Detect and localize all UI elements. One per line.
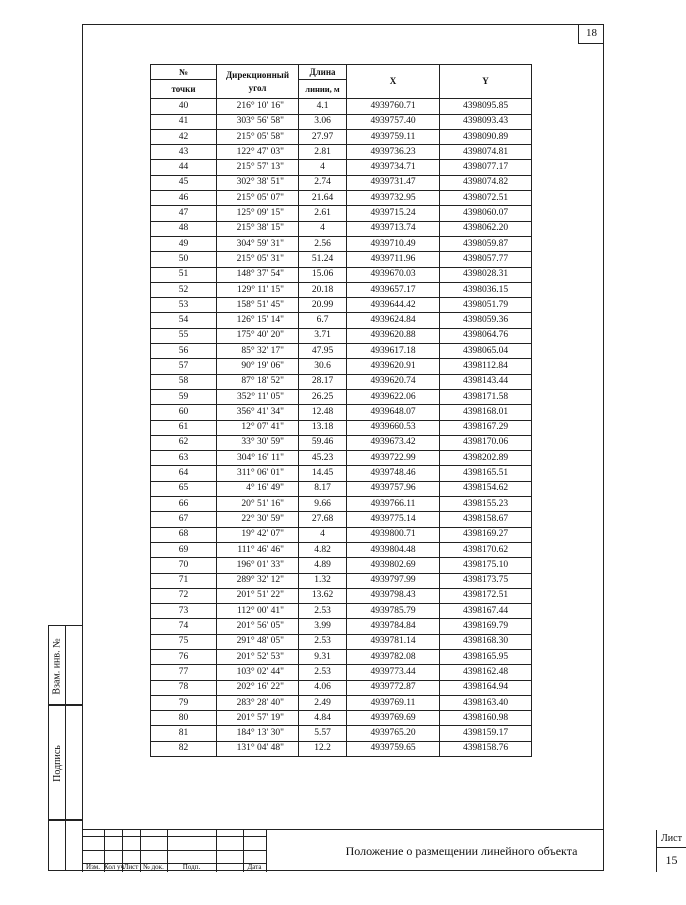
point-no: 71 (151, 573, 217, 588)
header-x: X (347, 65, 440, 99)
page-number: 18 (578, 24, 604, 44)
table-row (151, 497, 532, 512)
table-row (151, 695, 532, 710)
direction-angle: 215° 05' 07" (217, 191, 299, 206)
line-length: 28.17 (299, 374, 347, 389)
coord-y: 4398158.67 (440, 512, 532, 527)
table-row (151, 175, 532, 190)
coord-x: 4939734.71 (347, 160, 440, 175)
coord-x: 4939644.42 (347, 298, 440, 313)
coord-y: 4398165.51 (440, 466, 532, 481)
point-no: 60 (151, 405, 217, 420)
label-podp: Подп. (182, 863, 201, 871)
coord-y: 4398163.40 (440, 695, 532, 710)
point-no: 41 (151, 114, 217, 129)
line-length: 4.1 (299, 99, 347, 114)
coord-x: 4939660.53 (347, 420, 440, 435)
header-no: № (151, 65, 217, 80)
direction-angle: 201° 57' 19" (217, 711, 299, 726)
coord-x: 4939757.96 (347, 481, 440, 496)
table-row (151, 466, 532, 481)
coord-y: 4398172.51 (440, 588, 532, 603)
point-no: 59 (151, 389, 217, 404)
point-no: 80 (151, 711, 217, 726)
table-row (151, 359, 532, 374)
table-row (151, 114, 532, 129)
point-no: 53 (151, 298, 217, 313)
coord-y: 4398059.36 (440, 313, 532, 328)
direction-angle: 201° 51' 22" (217, 588, 299, 603)
line-length: 9.66 (299, 497, 347, 512)
line-length: 30.6 (299, 359, 347, 374)
sheet-label: Лист (657, 830, 686, 848)
line-length: 47.95 (299, 344, 347, 359)
label-list: Лист (123, 863, 139, 871)
point-no: 62 (151, 435, 217, 450)
direction-angle: 303° 56' 58" (217, 114, 299, 129)
coordinates-table (150, 64, 532, 757)
line-length: 51.24 (299, 252, 347, 267)
line-length: 1.32 (299, 573, 347, 588)
line-length: 2.49 (299, 695, 347, 710)
point-no: 45 (151, 175, 217, 190)
point-no: 82 (151, 741, 217, 756)
table-row (151, 191, 532, 206)
point-no: 40 (151, 99, 217, 114)
document-title: Положение о размещении линейного объекта (266, 830, 656, 872)
coord-y: 4398160.98 (440, 711, 532, 726)
table-row (151, 298, 532, 313)
direction-angle: 215° 05' 31" (217, 252, 299, 267)
point-no: 73 (151, 604, 217, 619)
direction-angle: 202° 16' 22" (217, 680, 299, 695)
line-length: 4.89 (299, 558, 347, 573)
table-row (151, 649, 532, 664)
direction-angle: 85° 32' 17" (217, 344, 299, 359)
table-row (151, 741, 532, 756)
coord-y: 4398167.44 (440, 604, 532, 619)
label-data: Дата (247, 863, 262, 871)
direction-angle: 131° 04' 48" (217, 741, 299, 756)
table-row (151, 665, 532, 680)
coord-x: 4939775.14 (347, 512, 440, 527)
line-length: 2.56 (299, 236, 347, 251)
coord-x: 4939804.48 (347, 542, 440, 557)
direction-angle: 33° 30' 59" (217, 435, 299, 450)
point-no: 66 (151, 497, 217, 512)
title-block (82, 829, 682, 871)
coord-y: 4398036.15 (440, 282, 532, 297)
table-row (151, 481, 532, 496)
table-row (151, 145, 532, 160)
header-length-sub: линии, м (299, 80, 347, 99)
coord-x: 4939657.17 (347, 282, 440, 297)
coord-y: 4398028.31 (440, 267, 532, 282)
coord-y: 4398060.07 (440, 206, 532, 221)
direction-angle: 216° 10' 16" (217, 99, 299, 114)
point-no: 47 (151, 206, 217, 221)
coord-x: 4939769.11 (347, 695, 440, 710)
margin-strip-podpis (48, 705, 82, 820)
coord-x: 4939731.47 (347, 175, 440, 190)
coord-x: 4939785.79 (347, 604, 440, 619)
line-length: 21.64 (299, 191, 347, 206)
direction-angle: 201° 56' 05" (217, 619, 299, 634)
direction-angle: 158° 51' 45" (217, 298, 299, 313)
direction-angle: 215° 05' 58" (217, 129, 299, 144)
line-length: 3.06 (299, 114, 347, 129)
coord-x: 4939722.99 (347, 451, 440, 466)
table-row (151, 282, 532, 297)
point-no: 42 (151, 129, 217, 144)
coord-y: 4398155.23 (440, 497, 532, 512)
coord-x: 4939648.07 (347, 405, 440, 420)
line-length: 27.68 (299, 512, 347, 527)
point-no: 81 (151, 726, 217, 741)
direction-angle: 304° 16' 11" (217, 451, 299, 466)
coord-x: 4939800.71 (347, 527, 440, 542)
coord-x: 4939622.06 (347, 389, 440, 404)
line-length: 2.53 (299, 604, 347, 619)
point-no: 44 (151, 160, 217, 175)
coord-x: 4939620.88 (347, 328, 440, 343)
direction-angle: 90° 19' 06" (217, 359, 299, 374)
table-row (151, 726, 532, 741)
line-length: 2.61 (299, 206, 347, 221)
line-length: 45.23 (299, 451, 347, 466)
direction-angle: 352° 11' 05" (217, 389, 299, 404)
margin-strip-inv (48, 820, 82, 871)
coord-y: 4398164.94 (440, 680, 532, 695)
line-length: 3.99 (299, 619, 347, 634)
coord-y: 4398064.76 (440, 328, 532, 343)
line-length: 6.7 (299, 313, 347, 328)
point-no: 58 (151, 374, 217, 389)
coord-y: 4398173.75 (440, 573, 532, 588)
table-row (151, 558, 532, 573)
point-no: 64 (151, 466, 217, 481)
direction-angle: 196° 01' 33" (217, 558, 299, 573)
table-row (151, 99, 532, 114)
coord-x: 4939759.11 (347, 129, 440, 144)
table-row (151, 252, 532, 267)
point-no: 50 (151, 252, 217, 267)
line-length: 4.06 (299, 680, 347, 695)
coord-x: 4939766.11 (347, 497, 440, 512)
direction-angle: 87° 18' 52" (217, 374, 299, 389)
point-no: 55 (151, 328, 217, 343)
coord-y: 4398169.27 (440, 527, 532, 542)
direction-angle: 126° 15' 14" (217, 313, 299, 328)
coord-y: 4398093.43 (440, 114, 532, 129)
line-length: 26.25 (299, 389, 347, 404)
coord-x: 4939670.03 (347, 267, 440, 282)
line-length: 3.71 (299, 328, 347, 343)
line-length: 13.18 (299, 420, 347, 435)
coord-y: 4398112.84 (440, 359, 532, 374)
coord-x: 4939798.43 (347, 588, 440, 603)
direction-angle: 103° 02' 44" (217, 665, 299, 680)
direction-angle: 289° 32' 12" (217, 573, 299, 588)
coord-y: 4398065.04 (440, 344, 532, 359)
line-length: 14.45 (299, 466, 347, 481)
podpis-label: Подпись (51, 745, 63, 782)
coord-y: 4398143.44 (440, 374, 532, 389)
coord-x: 4939732.95 (347, 191, 440, 206)
direction-angle: 125° 09' 15" (217, 206, 299, 221)
line-length: 13.62 (299, 588, 347, 603)
coord-x: 4939757.40 (347, 114, 440, 129)
line-length: 2.53 (299, 634, 347, 649)
direction-angle: 356° 41' 34" (217, 405, 299, 420)
point-no: 70 (151, 558, 217, 573)
coord-x: 4939713.74 (347, 221, 440, 236)
direction-angle: 22° 30' 59" (217, 512, 299, 527)
line-length: 2.74 (299, 175, 347, 190)
coord-x: 4939769.69 (347, 711, 440, 726)
coord-y: 4398168.01 (440, 405, 532, 420)
coord-y: 4398165.95 (440, 649, 532, 664)
point-no: 69 (151, 542, 217, 557)
table-row (151, 619, 532, 634)
coord-y: 4398095.85 (440, 99, 532, 114)
direction-angle: 148° 37' 54" (217, 267, 299, 282)
point-no: 68 (151, 527, 217, 542)
line-length: 27.97 (299, 129, 347, 144)
coord-y: 4398168.30 (440, 634, 532, 649)
coord-x: 4939784.84 (347, 619, 440, 634)
coord-x: 4939710.49 (347, 236, 440, 251)
coord-x: 4939759.65 (347, 741, 440, 756)
coord-x: 4939620.74 (347, 374, 440, 389)
header-angle: Дирекционный угол (217, 65, 299, 99)
direction-angle: 175° 40' 20" (217, 328, 299, 343)
table-row (151, 542, 532, 557)
direction-angle: 184° 13' 30" (217, 726, 299, 741)
coord-y: 4398162.48 (440, 665, 532, 680)
point-no: 57 (151, 359, 217, 374)
line-length: 4.84 (299, 711, 347, 726)
table-row (151, 389, 532, 404)
table-row (151, 374, 532, 389)
line-length: 20.18 (299, 282, 347, 297)
table-row (151, 527, 532, 542)
table-row (151, 588, 532, 603)
point-no: 75 (151, 634, 217, 649)
coord-y: 4398074.81 (440, 145, 532, 160)
table-row (151, 604, 532, 619)
point-no: 56 (151, 344, 217, 359)
line-length: 2.81 (299, 145, 347, 160)
point-no: 43 (151, 145, 217, 160)
table-row (151, 160, 532, 175)
coord-y: 4398072.51 (440, 191, 532, 206)
coord-x: 4939765.20 (347, 726, 440, 741)
direction-angle: 19° 42' 07" (217, 527, 299, 542)
direction-angle: 111° 46' 46" (217, 542, 299, 557)
coord-x: 4939673.42 (347, 435, 440, 450)
coord-y: 4398175.10 (440, 558, 532, 573)
table-row (151, 206, 532, 221)
table-row (151, 129, 532, 144)
coord-x: 4939736.23 (347, 145, 440, 160)
direction-angle: 129° 11' 15" (217, 282, 299, 297)
point-no: 76 (151, 649, 217, 664)
coord-y: 4398167.29 (440, 420, 532, 435)
line-length: 9.31 (299, 649, 347, 664)
table-row (151, 221, 532, 236)
table-row (151, 680, 532, 695)
point-no: 78 (151, 680, 217, 695)
sheet-box (656, 830, 686, 872)
line-length: 59.46 (299, 435, 347, 450)
line-length: 12.48 (299, 405, 347, 420)
point-no: 51 (151, 267, 217, 282)
direction-angle: 112° 00' 41" (217, 604, 299, 619)
coord-x: 4939760.71 (347, 99, 440, 114)
table-row (151, 573, 532, 588)
point-no: 48 (151, 221, 217, 236)
line-length: 12.2 (299, 741, 347, 756)
line-length: 4 (299, 527, 347, 542)
coord-y: 4398074.82 (440, 175, 532, 190)
coord-y: 4398159.17 (440, 726, 532, 741)
coord-x: 4939624.84 (347, 313, 440, 328)
line-length: 4 (299, 160, 347, 175)
direction-angle: 122° 47' 03" (217, 145, 299, 160)
point-no: 52 (151, 282, 217, 297)
line-length: 5.57 (299, 726, 347, 741)
point-no: 72 (151, 588, 217, 603)
coord-y: 4398158.76 (440, 741, 532, 756)
direction-angle: 304° 59' 31" (217, 236, 299, 251)
table-row (151, 313, 532, 328)
table-row (151, 328, 532, 343)
coord-y: 4398057.77 (440, 252, 532, 267)
table-row (151, 451, 532, 466)
direction-angle: 215° 57' 13" (217, 160, 299, 175)
direction-angle: 4° 16' 49" (217, 481, 299, 496)
point-no: 54 (151, 313, 217, 328)
direction-angle: 302° 38' 51" (217, 175, 299, 190)
point-no: 67 (151, 512, 217, 527)
coord-y: 4398059.87 (440, 236, 532, 251)
direction-angle: 311° 06' 01" (217, 466, 299, 481)
point-no: 63 (151, 451, 217, 466)
coord-x: 4939617.18 (347, 344, 440, 359)
header-no-sub: точки (151, 80, 217, 99)
point-no: 49 (151, 236, 217, 251)
direction-angle: 283° 28' 40" (217, 695, 299, 710)
header-length: Длина (299, 65, 347, 80)
coord-x: 4939773.44 (347, 665, 440, 680)
label-kol: Кол уч (104, 863, 124, 871)
coord-y: 4398169.79 (440, 619, 532, 634)
line-length: 15.06 (299, 267, 347, 282)
coord-x: 4939781.14 (347, 634, 440, 649)
coord-y: 4398170.62 (440, 542, 532, 557)
direction-angle: 20° 51' 16" (217, 497, 299, 512)
coord-y: 4398154.62 (440, 481, 532, 496)
coord-x: 4939711.96 (347, 252, 440, 267)
margin-strip-vzam (48, 625, 82, 705)
coord-y: 4398170.06 (440, 435, 532, 450)
coord-y: 4398202.89 (440, 451, 532, 466)
line-length: 8.17 (299, 481, 347, 496)
line-length: 20.99 (299, 298, 347, 313)
vzam-label: Взам. инв. № (51, 637, 63, 695)
table-row (151, 236, 532, 251)
coord-x: 4939772.87 (347, 680, 440, 695)
table-row (151, 512, 532, 527)
sheet-number: 15 (665, 853, 678, 867)
table-row (151, 435, 532, 450)
coord-y: 4398062.20 (440, 221, 532, 236)
coord-y: 4398171.58 (440, 389, 532, 404)
coord-x: 4939797.99 (347, 573, 440, 588)
coord-x: 4939715.24 (347, 206, 440, 221)
coord-x: 4939748.46 (347, 466, 440, 481)
coord-y: 4398090.89 (440, 129, 532, 144)
label-doc: № док. (143, 863, 164, 871)
coord-x: 4939802.69 (347, 558, 440, 573)
table-row (151, 405, 532, 420)
point-no: 46 (151, 191, 217, 206)
table-row (151, 711, 532, 726)
coord-y: 4398051.79 (440, 298, 532, 313)
direction-angle: 215° 38' 15" (217, 221, 299, 236)
table-row (151, 267, 532, 282)
coord-x: 4939620.91 (347, 359, 440, 374)
coord-y: 4398077.17 (440, 160, 532, 175)
point-no: 74 (151, 619, 217, 634)
point-no: 61 (151, 420, 217, 435)
point-no: 65 (151, 481, 217, 496)
direction-angle: 12° 07' 41" (217, 420, 299, 435)
point-no: 79 (151, 695, 217, 710)
table-row (151, 634, 532, 649)
revision-grid (82, 830, 266, 872)
label-izm: Изм. (86, 863, 100, 871)
point-no: 77 (151, 665, 217, 680)
table-row (151, 420, 532, 435)
line-length: 4 (299, 221, 347, 236)
line-length: 4.82 (299, 542, 347, 557)
table-row (151, 344, 532, 359)
line-length: 2.53 (299, 665, 347, 680)
direction-angle: 291° 48' 05" (217, 634, 299, 649)
direction-angle: 201° 52' 53" (217, 649, 299, 664)
header-y: Y (440, 65, 532, 99)
coord-x: 4939782.08 (347, 649, 440, 664)
